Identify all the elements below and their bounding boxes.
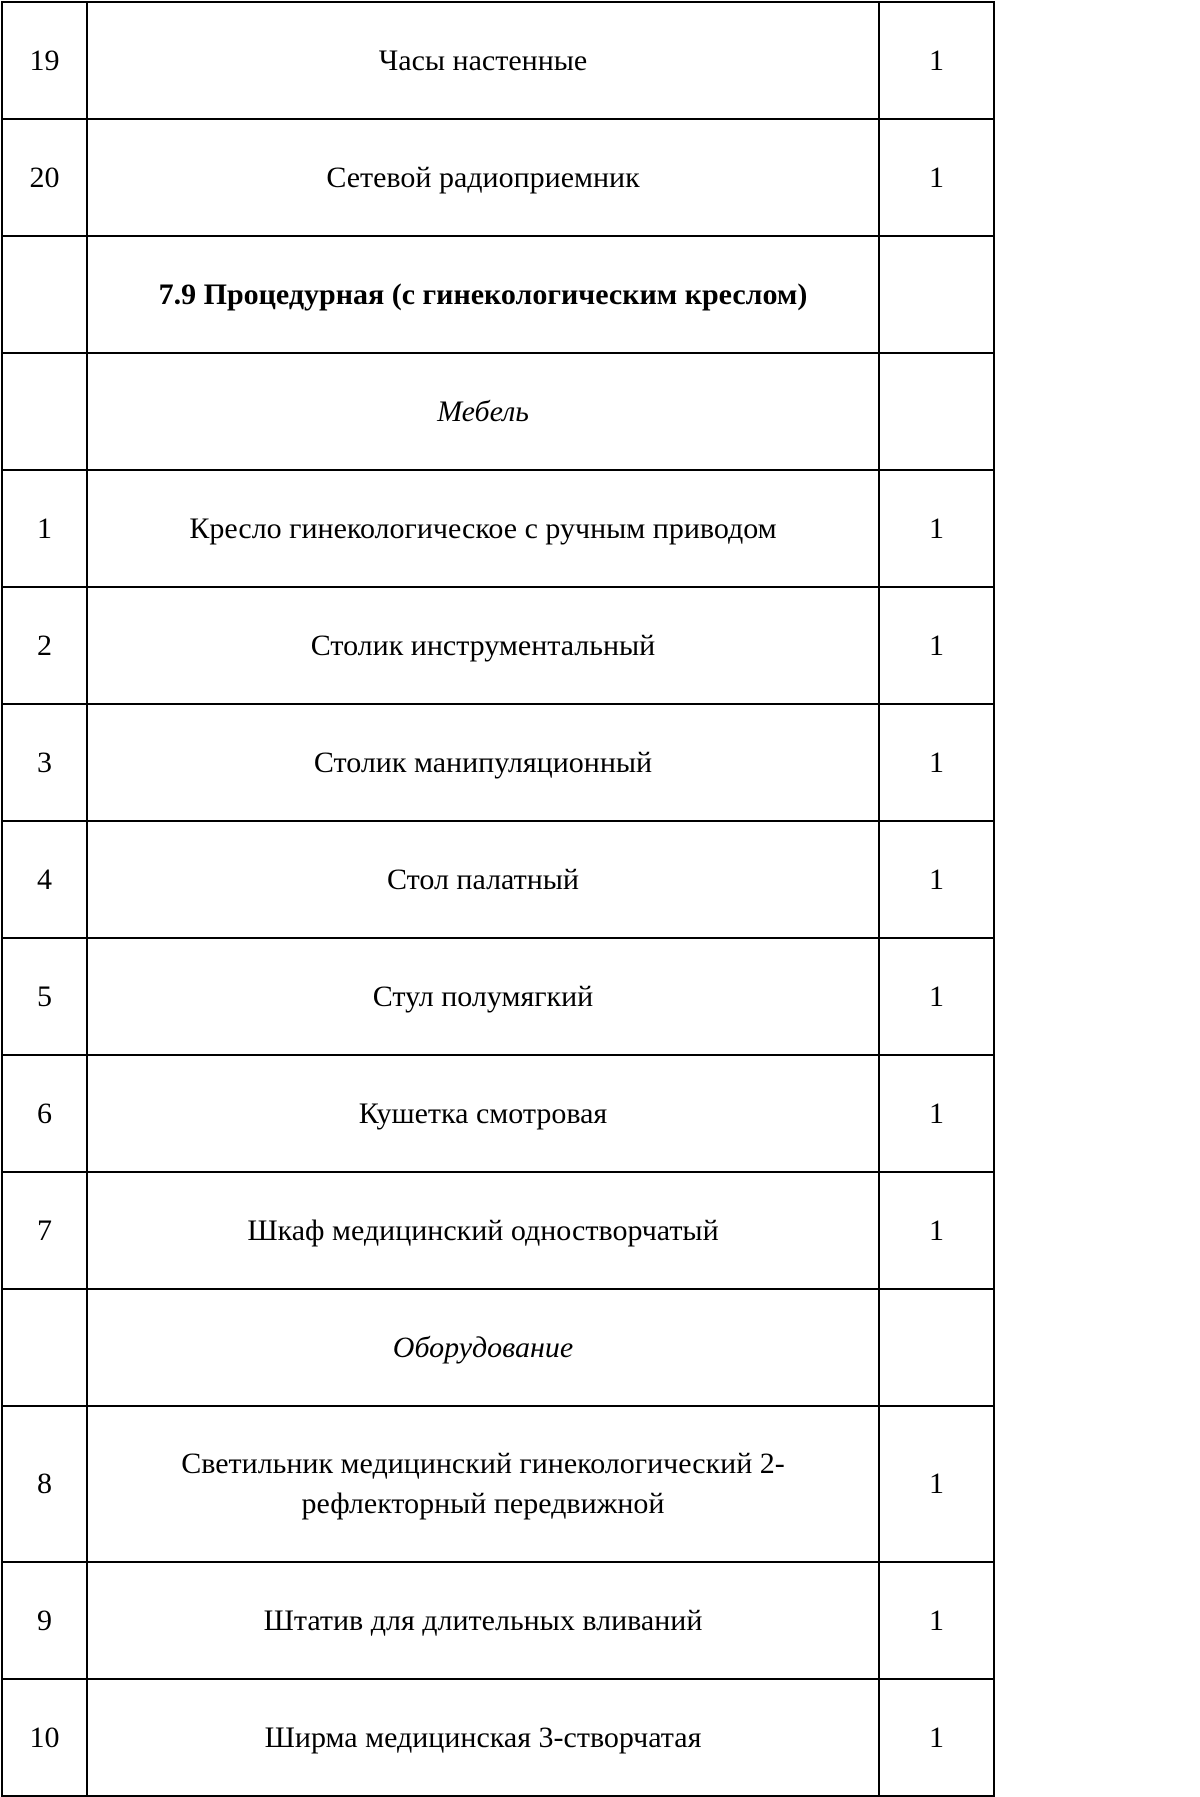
row-number: 20: [2, 119, 87, 236]
item-quantity: 1: [879, 470, 994, 587]
item-quantity: [879, 353, 994, 470]
item-name: Сетевой радиоприемник: [87, 119, 879, 236]
table-row: [2, 938, 994, 1055]
item-quantity: 1: [879, 587, 994, 704]
row-number: 5: [2, 938, 87, 1055]
item-name: Стул полумягкий: [87, 938, 879, 1055]
item-quantity: 1: [879, 1406, 994, 1562]
table-row: [2, 1679, 994, 1796]
item-quantity: 1: [879, 1172, 994, 1289]
row-number: 2: [2, 587, 87, 704]
item-name: Кресло гинекологическое с ручным приводом: [87, 470, 879, 587]
row-number: 3: [2, 704, 87, 821]
table-row: [2, 1562, 994, 1679]
row-number: [2, 236, 87, 353]
item-name: Штатив для длительных вливаний: [87, 1562, 879, 1679]
subsection-title: Мебель: [87, 353, 879, 470]
item-quantity: 1: [879, 2, 994, 119]
item-quantity: 1: [879, 1562, 994, 1679]
table-row: [2, 1406, 994, 1562]
table-row: [2, 704, 994, 821]
table-row: [2, 470, 994, 587]
item-name: Шкаф медицинский одностворчатый: [87, 1172, 879, 1289]
item-quantity: 1: [879, 704, 994, 821]
equipment-table: [1, 1, 995, 1797]
item-quantity: 1: [879, 821, 994, 938]
row-number: 7: [2, 1172, 87, 1289]
row-number: 6: [2, 1055, 87, 1172]
item-quantity: 1: [879, 1055, 994, 1172]
table-row: [2, 2, 994, 119]
item-name: Кушетка смотровая: [87, 1055, 879, 1172]
row-number: [2, 353, 87, 470]
row-number: 4: [2, 821, 87, 938]
item-name: Стол палатный: [87, 821, 879, 938]
item-name: Светильник медицинский гинекологический 2-рефлекторный передвижной: [87, 1406, 879, 1562]
item-name: Столик манипуляционный: [87, 704, 879, 821]
item-quantity: [879, 236, 994, 353]
row-number: 8: [2, 1406, 87, 1562]
item-quantity: 1: [879, 119, 994, 236]
item-name: Столик инструментальный: [87, 587, 879, 704]
table-row: [2, 119, 994, 236]
subsection-title: Оборудование: [87, 1289, 879, 1406]
row-number: [2, 1289, 87, 1406]
subsection-heading-row: [2, 1289, 994, 1406]
item-quantity: 1: [879, 938, 994, 1055]
row-number: 10: [2, 1679, 87, 1796]
row-number: 19: [2, 2, 87, 119]
item-name: Часы настенные: [87, 2, 879, 119]
item-quantity: [879, 1289, 994, 1406]
table-row: [2, 1172, 994, 1289]
item-name: Ширма медицинская 3-створчатая: [87, 1679, 879, 1796]
row-number: 9: [2, 1562, 87, 1679]
table-row: [2, 587, 994, 704]
table-row: [2, 821, 994, 938]
subsection-heading-row: [2, 353, 994, 470]
row-number: 1: [2, 470, 87, 587]
table-row: [2, 1055, 994, 1172]
section-title: 7.9 Процедурная (с гинекологическим креслом): [87, 236, 879, 353]
item-quantity: 1: [879, 1679, 994, 1796]
section-heading-row: [2, 236, 994, 353]
